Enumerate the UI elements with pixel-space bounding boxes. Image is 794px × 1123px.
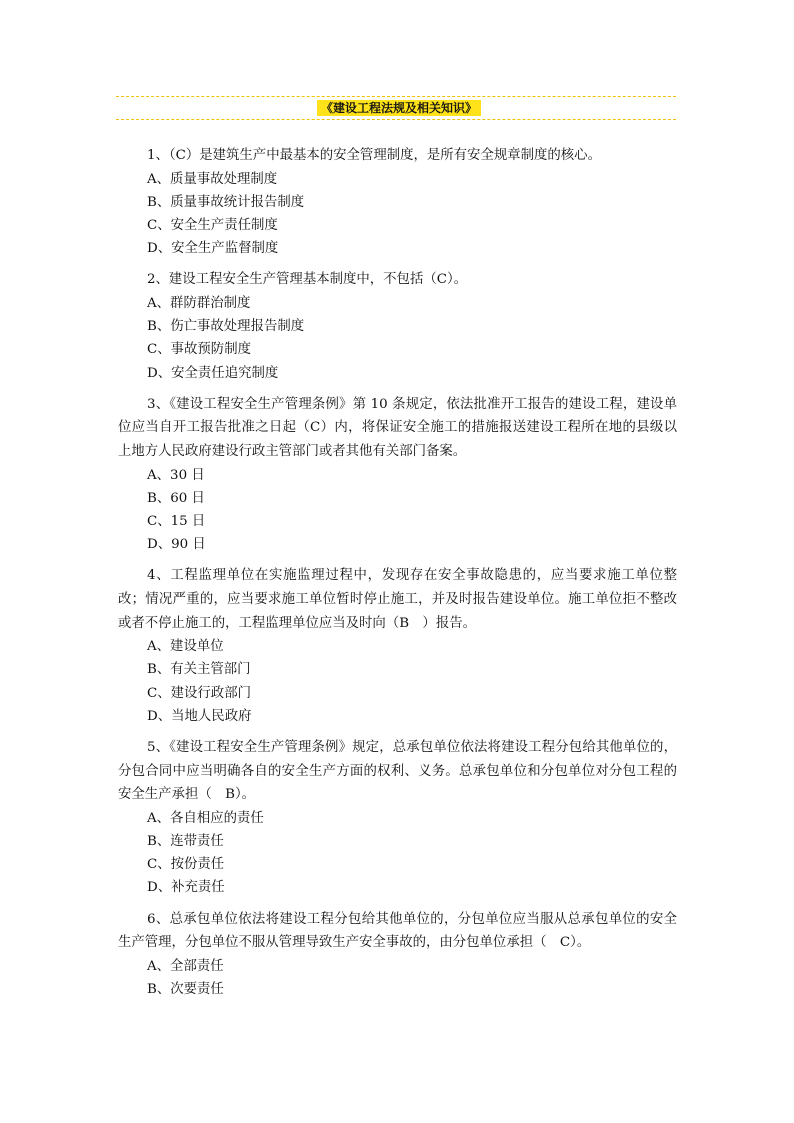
question-1 xyxy=(147,144,677,260)
option-d: D、安全生产监督制度 xyxy=(147,241,279,257)
option-b: B、连带责任 xyxy=(147,833,224,849)
option-c: C、15 日 xyxy=(147,514,206,529)
question-stem: 2、建设工程安全生产管理基本制度中，不包括（C）。 xyxy=(147,272,468,288)
option-b: B、有关主管部门 xyxy=(147,662,251,678)
question-stem: 1、（C）是建筑生产中最基本的安全管理制度，是所有安全规章制度的核心。 xyxy=(147,148,601,163)
question-stem: 6、总承包单位依法将建设工程分包给其他单位的，分包单位应当服从总承包单位的安全生产管理，分包单位不服从管理导致生产安全事故的，由分包单位承担（ C）。 xyxy=(118,911,677,951)
option-c: C、建设行政部门 xyxy=(147,685,251,701)
question-3 xyxy=(118,393,677,557)
option-d: D、当地人民政府 xyxy=(147,708,252,724)
question-2 xyxy=(147,268,677,384)
option-a: A、质量事故处理制度 xyxy=(147,171,278,187)
document-header xyxy=(116,96,676,120)
question-6 xyxy=(118,908,677,1002)
question-stem: 4、工程监理单位在实施监理过程中，发现存在安全事故隐患的，应当要求施工单位整改；情况严重的，应当要求施工单位暂时停止施工，并及时报告建设单位。施工单位拒不整改或者不停止施工的，工程监理单位应当及时向（B ）报告。 xyxy=(118,568,677,631)
header-divider-top xyxy=(116,96,676,97)
question-list xyxy=(118,144,677,1005)
option-c: C、事故预防制度 xyxy=(147,342,251,358)
option-d: D、补充责任 xyxy=(147,880,225,896)
option-a: A、30 日 xyxy=(147,467,205,483)
option-c: C、安全生产责任制度 xyxy=(147,218,278,233)
option-d: D、安全责任追究制度 xyxy=(147,365,279,381)
header-divider-bottom xyxy=(116,119,676,120)
document-title: 《建设工程法规及相关知识》 xyxy=(317,100,481,116)
option-d: D、90 日 xyxy=(147,537,206,553)
option-b: B、质量事故统计报告制度 xyxy=(147,194,305,210)
option-b: B、次要责任 xyxy=(147,981,224,997)
option-b: B、伤亡事故处理报告制度 xyxy=(147,319,305,335)
option-c: C、按份责任 xyxy=(147,857,225,873)
question-stem: 3、《建设工程安全生产管理条例》第 10 条规定，依法批准开工报告的建设工程，建设单位应当自开工报告批准之日起（C）内，将保证安全施工的措施报送建设工程所在地的县级以上地方人民政府建设行政主管部门或者其他有关部门备案。 xyxy=(118,396,677,459)
question-5 xyxy=(118,736,677,900)
option-a: A、建设单位 xyxy=(147,639,224,655)
option-a: A、全部责任 xyxy=(147,958,224,974)
option-b: B、60 日 xyxy=(147,490,205,506)
option-a: A、各自相应的责任 xyxy=(147,810,264,826)
option-a: A、群防群治制度 xyxy=(147,296,251,311)
question-4 xyxy=(118,564,677,728)
question-stem: 5、《建设工程安全生产管理条例》规定，总承包单位依法将建设工程分包给其他单位的，分包合同中应当明确各自的安全生产方面的权利、义务。总承包单位和分包单位对分包工程的安全生产承担（ B）。 xyxy=(118,740,677,803)
